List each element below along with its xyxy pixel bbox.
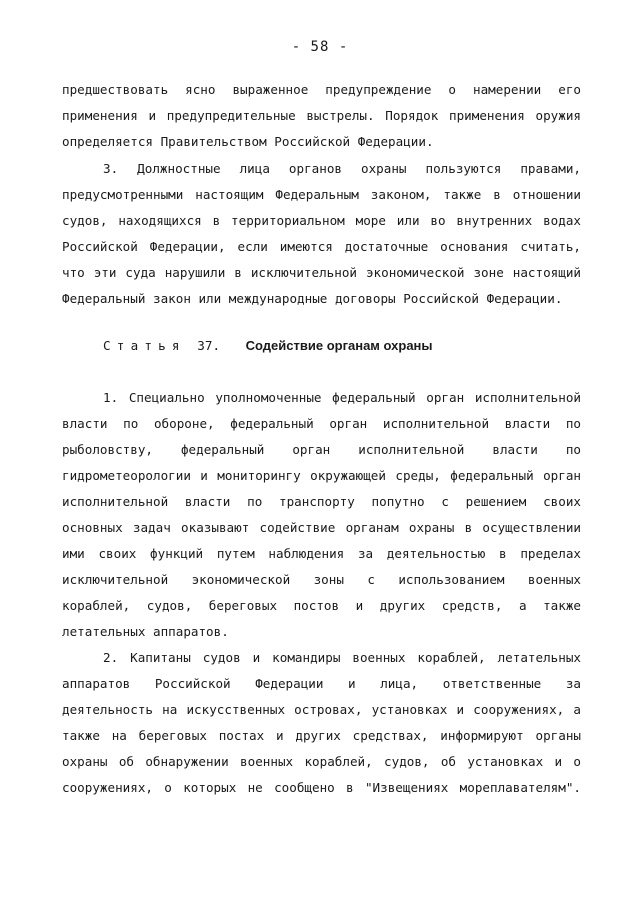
text-line: исключительной экономической зоны с использованием военных xyxy=(62,572,581,587)
text-line: деятельность на искусственных островах, установках и сооружениях, а xyxy=(62,702,581,717)
text-line: власти по обороне, федеральный орган исполнительной власти по xyxy=(62,416,581,431)
text-line: 2. Капитаны судов и командиры военных кораблей, летательных xyxy=(103,650,581,665)
text-line: судов, находящихся в территориальном море или во внутренних водах xyxy=(62,213,581,228)
text-line: ими своих функций путем наблюдения за деятельностью в пределах xyxy=(62,546,581,561)
article-label: Статья xyxy=(103,338,186,353)
text-line: предшествовать ясно выраженное предупреждение о намерении его xyxy=(62,82,581,97)
text-line: Федеральный закон или международные договоры Российской Федерации. xyxy=(62,291,563,306)
article-number: 37. xyxy=(197,338,221,353)
text-line: предусмотренными настоящим Федеральным законом, также в отношении xyxy=(62,187,581,202)
text-line: кораблей, судов, береговых постов и других средств, а также xyxy=(62,598,581,613)
text-line: 1. Специально уполномоченные федеральный орган исполнительной xyxy=(103,390,581,405)
text-line: сооружениях, о которых не сообщено в "Извещениях мореплавателям". xyxy=(62,780,581,795)
text-line: Российской Федерации, если имеются достаточные основания считать, xyxy=(62,239,581,254)
text-line: основных задач оказывают содействие органам охраны в осуществлении xyxy=(62,520,581,535)
text-line: охраны об обнаружении военных кораблей, судов, об установках и о xyxy=(62,754,581,769)
text-line: 3. Должностные лица органов охраны пользуются правами, xyxy=(103,161,581,176)
page-number: - 58 - xyxy=(291,39,349,55)
article-heading xyxy=(103,338,433,354)
text-line: рыболовству, федеральный орган исполнительной власти по xyxy=(62,442,581,457)
text-line: определяется Правительством Российской Федерации. xyxy=(62,134,434,149)
text-line: аппаратов Российской Федерации и лица, ответственные за xyxy=(62,676,581,691)
article-title: Содействие органам охраны xyxy=(245,338,433,353)
text-line: исполнительной власти по транспорту попутно с решением своих xyxy=(62,494,581,509)
text-line: применения и предупредительные выстрелы. Порядок применения оружия xyxy=(62,108,581,123)
text-line: также на береговых постах и других средствах, информируют органы xyxy=(62,728,581,743)
text-line: что эти суда нарушили в исключительной экономической зоне настоящий xyxy=(62,265,581,280)
text-line: летательных аппаратов. xyxy=(62,624,229,639)
text-line: гидрометеорологии и мониторингу окружающей среды, федеральный орган xyxy=(62,468,581,483)
